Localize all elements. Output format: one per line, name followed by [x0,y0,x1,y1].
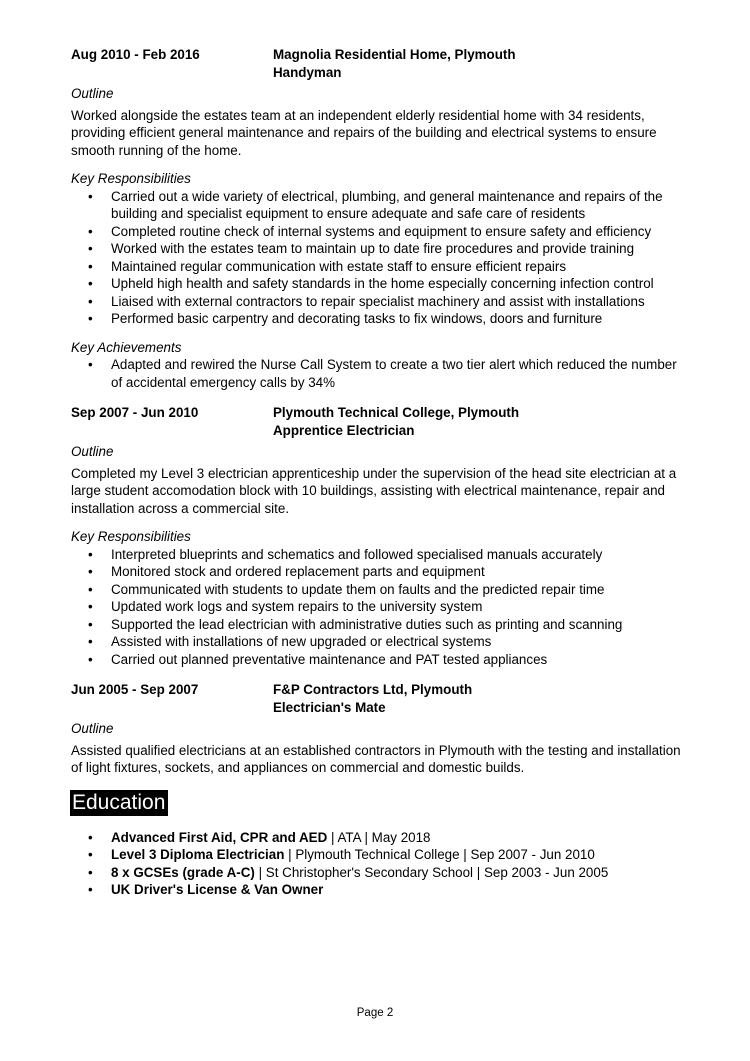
job-title: Electrician's Mate [273,699,386,715]
job-organisation: Magnolia Residential Home, Plymouth [273,47,516,62]
responsibilities-label: Key Responsibilities [71,529,191,544]
list-item: • Carried out planned preventative maintenance and PAT tested appliances [71,651,683,669]
list-item: • Completed routine check of internal systems and equipment to ensure safety and efficiency [71,223,683,241]
qualification-name: Level 3 Diploma Electrician [111,847,285,862]
job-outline: Assisted qualified electricians at an established contractors in Plymouth with the testing and installation of light fixtures, sockets, and appliances on commercial and domestic builds. [71,742,681,775]
job-entry [71,681,683,777]
cv-page [71,46,683,899]
list-item [71,881,683,899]
job-entry [71,46,683,391]
page-number: Page 2 [356,1007,394,1019]
qualification-name: 8 x GCSEs (grade A-C) [111,864,255,880]
list-item [71,829,683,847]
job-date: Sep 2007 - Jun 2010 [71,405,199,420]
list-item: • Performed basic carpentry and decorating tasks to fix windows, doors and furniture [71,310,683,328]
achievements-label: Key Achievements [71,339,182,355]
list-item: • Assisted with installations of new upgraded or electrical systems [71,633,683,651]
qualification-name: Advanced First Aid, CPR and AED [111,829,328,845]
responsibilities-list [71,188,683,328]
list-item: • Interpreted blueprints and schematics and followed specialised manuals accurately [71,546,683,564]
job-title: Apprentice Electrician [273,422,415,438]
education-section [71,790,683,899]
list-item: • Supported the lead electrician with administrative duties such as printing and scanning [71,616,683,634]
list-item: • Carried out a wide variety of electrical, plumbing, and general maintenance and repairs of the building and specialist equipment to ensure adequate and safe care of residents [71,188,683,223]
job-entry [71,404,683,668]
qualification-details: | St Christopher's Secondary School | Sep 2003 - Jun 2005 [254,864,609,880]
job-organisation: F&P Contractors Ltd, Plymouth [273,682,473,697]
job-header [71,46,683,81]
qualification-details: | ATA | May 2018 [327,829,431,845]
job-organisation: Plymouth Technical College, Plymouth [273,405,520,420]
job-date: Aug 2010 - Feb 2016 [71,47,200,62]
education-list [71,829,683,899]
list-item: • Updated work logs and system repairs to the university system [71,598,683,616]
list-item: • Adapted and rewired the Nurse Call System to create a two tier alert which reduced the number of accidental emergency calls by 34% [71,356,683,391]
outline-label: Outline [71,444,114,459]
job-date: Jun 2005 - Sep 2007 [71,682,199,697]
list-item: • Worked with the estates team to maintain up to date fire procedures and provide training [71,240,683,258]
qualification-details: | Plymouth Technical College | Sep 2007 - Jun 2010 [284,847,595,862]
job-header [71,681,683,716]
job-header [71,404,683,439]
achievements-list [71,356,683,391]
responsibilities-label: Key Responsibilities [71,171,191,186]
outline-label: Outline [71,721,114,736]
list-item: • Upheld high health and safety standards in the home especially concerning infection control [71,275,683,293]
education-heading: Education [70,790,168,816]
list-item: • Monitored stock and ordered replacement parts and equipment [71,563,683,581]
list-item [71,864,683,882]
qualification-name: UK Driver's License & Van Owner [111,882,324,897]
job-outline: Completed my Level 3 electrician apprenticeship under the supervision of the head site electrician at a large student accomodation block with 10 buildings, assisting with electrical maintenance, repair and installation across a commercial site. [71,465,677,516]
outline-label: Outline [71,86,114,101]
list-item [71,846,683,864]
job-outline: Worked alongside the estates team at an independent elderly residential home with 34 residents, providing efficient general maintenance and repairs of the building and electrical systems to ensure smooth running of the home. [71,107,657,158]
list-item: • Communicated with students to update them on faults and the predicted repair time [71,581,683,599]
list-item: • Liaised with external contractors to repair specialist machinery and assist with installations [71,293,683,311]
list-item: • Maintained regular communication with estate staff to ensure efficient repairs [71,258,683,276]
job-title: Handyman [273,64,342,80]
responsibilities-list [71,546,683,669]
